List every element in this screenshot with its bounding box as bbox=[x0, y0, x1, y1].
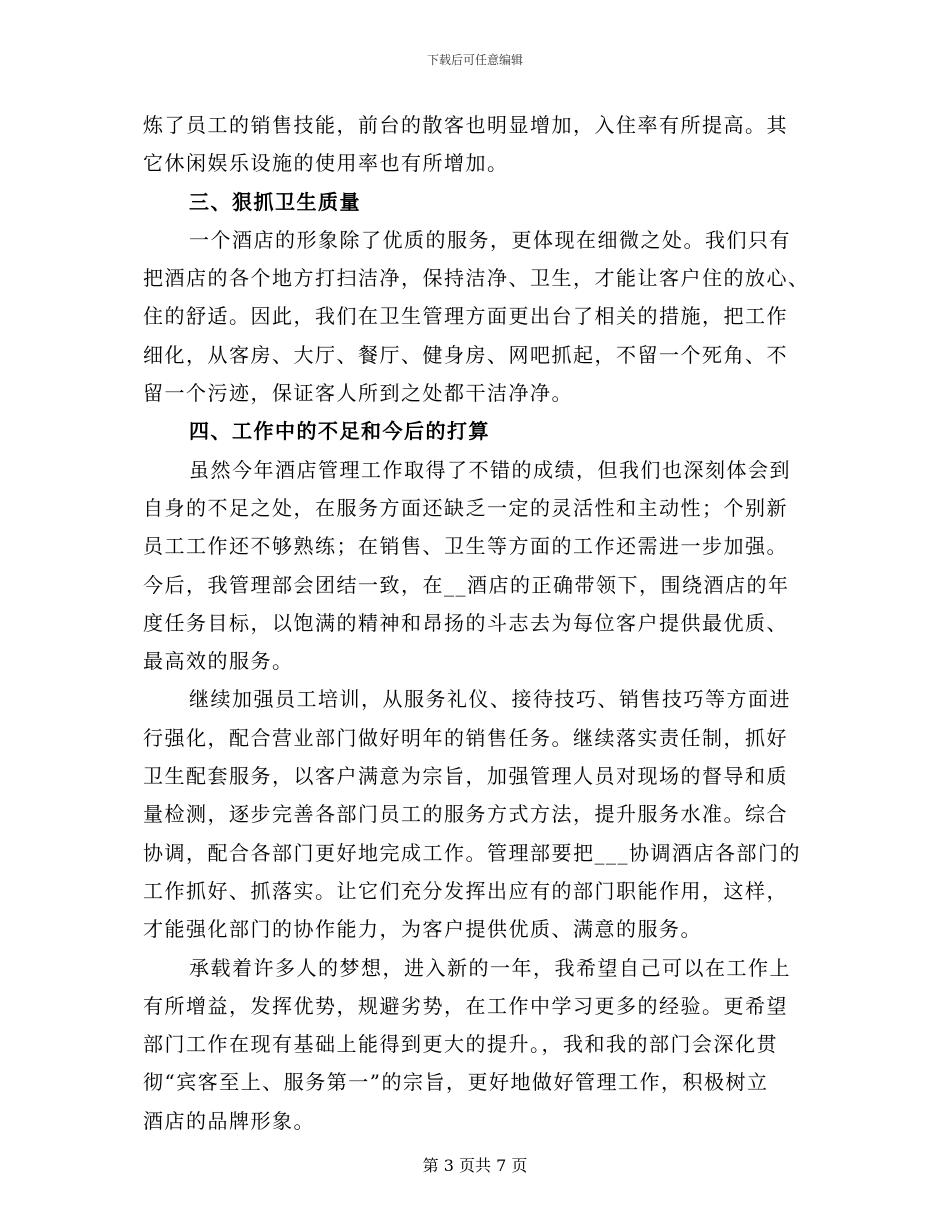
text-line: 度任务目标，以饱满的精神和昂扬的斗志去为每位客户提供最优质、 bbox=[143, 610, 788, 635]
text-line: 量检测，逐步完善各部门员工的服务方式方法，提升服务水准。综合 bbox=[143, 802, 788, 827]
header-text: 下载后可任意编辑 bbox=[426, 53, 523, 67]
text-line: 炼了员工的销售技能，前台的散客也明显增加，入住率有所提高。其 bbox=[143, 113, 788, 137]
page-header bbox=[0, 52, 950, 68]
page-footer bbox=[0, 1156, 950, 1176]
text-line: 才能强化部门的协作能力，为客户提供优质、满意的服务。 bbox=[143, 917, 702, 942]
text-line: 彻“宾客至上、服务第一”的宗旨，更好地做好管理工作，积极树立 bbox=[143, 1070, 769, 1095]
text-line: 留一个污迹，保证客人所到之处都干洁净净。 bbox=[143, 381, 573, 406]
text-line: 员工工作还不够熟练；在销售、卫生等方面的工作还需进一步加强。 bbox=[143, 534, 788, 559]
text-line: 最高效的服务。 bbox=[143, 649, 294, 674]
document-body bbox=[143, 106, 813, 1140]
text-line: 住的舒适。因此，我们在卫生管理方面更出台了相关的措施，把工作 bbox=[143, 304, 788, 329]
text-line: 承载着许多人的梦想，进入新的一年，我希望自己可以在工作上 bbox=[189, 955, 791, 980]
text-line: 虽然今年酒店管理工作取得了不错的成绩，但我们也深刻体会到 bbox=[189, 457, 791, 482]
text-line: 有所增益，发挥优势，规避劣势，在工作中学习更多的经验。更希望 bbox=[143, 993, 788, 1018]
text-line: 它休闲娱乐设施的使用率也有所增加。 bbox=[143, 151, 509, 176]
text-line: 把酒店的各个地方打扫洁净，保持洁净、卫生，才能让客户住的放心、 bbox=[143, 266, 810, 291]
page-number: 第 3 页共 7 页 bbox=[422, 1156, 528, 1175]
text-line: 行强化，配合营业部门做好明年的销售任务。继续落实责任制，抓好 bbox=[143, 725, 788, 750]
text-line: 自身的不足之处，在服务方面还缺乏一定的灵活性和主动性；个别新 bbox=[143, 495, 788, 520]
text-line: 协调，配合各部门更好地完成工作。管理部要把___协调酒店各部门的 bbox=[143, 840, 801, 865]
text-line: 部门工作在现有基础上能得到更大的提升。，我和我的部门会深化贯 bbox=[143, 1032, 778, 1057]
text-line: 细化，从客房、大厅、餐厅、健身房、网吧抓起，不留一个死角、不 bbox=[143, 342, 788, 367]
section-heading: 三、狠抓卫生质量 bbox=[189, 189, 361, 214]
text-line: 继续加强员工培训，从服务礼仪、接待技巧、销售技巧等方面进 bbox=[189, 687, 791, 712]
section-heading: 四、工作中的不足和今后的打算 bbox=[189, 419, 490, 444]
text-line: 酒店的品牌形象。 bbox=[143, 1108, 315, 1133]
text-line: 工作抓好、抓落实。让它们充分发挥出应有的部门职能作用，这样， bbox=[143, 878, 788, 903]
text-line: 卫生配套服务，以客户满意为宗旨，加强管理人员对现场的督导和质 bbox=[143, 764, 788, 789]
text-line: 今后，我管理部会团结一致，在__酒店的正确带领下，围绕酒店的年 bbox=[143, 572, 790, 597]
text-line: 一个酒店的形象除了优质的服务，更体现在细微之处。我们只有 bbox=[189, 227, 791, 252]
